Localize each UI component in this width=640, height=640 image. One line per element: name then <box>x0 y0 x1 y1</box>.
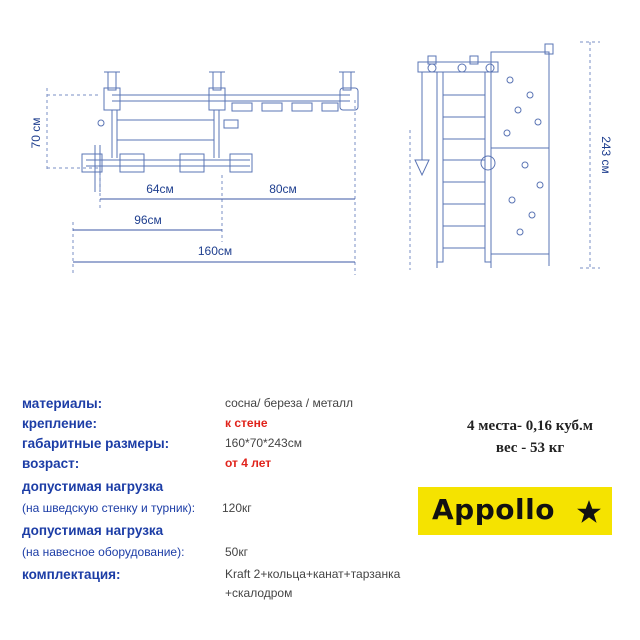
dim-width-80: 80см <box>269 182 297 196</box>
spec-sublabel: (на шведскую стенку и турник): <box>22 501 196 515</box>
star-icon <box>576 499 602 525</box>
spec-value: 50кг <box>225 545 248 559</box>
spec-value: +скалодром <box>225 586 293 600</box>
spec-value: сосна/ береза / металл <box>225 396 354 410</box>
spec-label: крепление: <box>22 416 98 431</box>
spec-value: к стене <box>225 416 268 430</box>
spec-sublabel: (на навесное оборудование): <box>22 545 185 559</box>
front-view-drawing <box>415 44 553 268</box>
package-places: 4 места- 0,16 куб.м <box>467 418 593 434</box>
dim-width-64: 64см <box>146 182 174 196</box>
technical-drawing <box>0 0 640 300</box>
spec-label: допустимая нагрузка <box>22 479 164 494</box>
dim-width-96: 96см <box>134 213 162 227</box>
spec-label: габаритные размеры: <box>22 436 170 451</box>
spec-label: комплектация: <box>22 567 121 582</box>
dim-height-70: 70 см <box>29 117 43 149</box>
spec-label: допустимая нагрузка <box>22 523 164 538</box>
dim-height-243: 243 см <box>599 136 613 174</box>
spec-value: 120кг <box>222 501 252 515</box>
spec-label: материалы: <box>22 396 103 411</box>
dim-width-160: 160см <box>197 244 233 258</box>
spec-value: Kraft 2+кольца+канат+тарзанка <box>225 567 401 581</box>
appollo-logo <box>418 487 612 535</box>
spec-value: от 4 лет <box>225 456 272 470</box>
package-weight: вес - 53 кг <box>495 440 565 456</box>
spec-value: 160*70*243см <box>225 436 302 450</box>
logo-text: Appollo <box>432 493 555 526</box>
spec-label: возраст: <box>22 456 80 471</box>
top-view-drawing <box>82 72 358 192</box>
